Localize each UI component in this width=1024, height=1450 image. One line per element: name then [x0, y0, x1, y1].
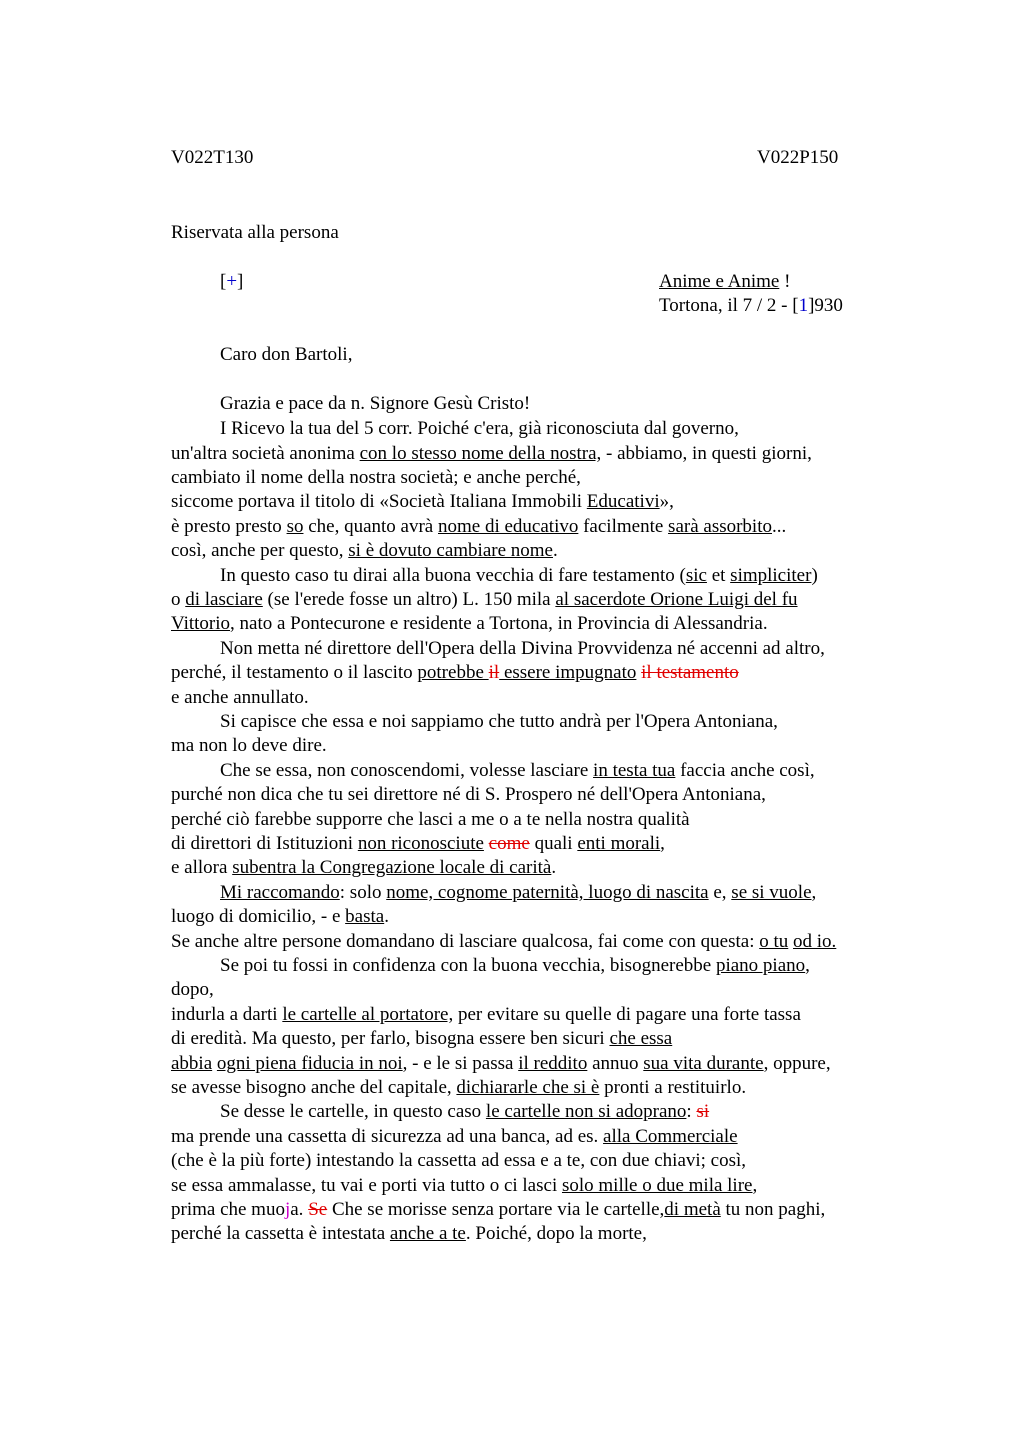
- text-line: cambiato il nome della nostra società; e anche perché,: [171, 467, 581, 488]
- text-line: è presto presto so che, quanto avrà nome di educativo facilmente sarà assorbito...: [171, 516, 787, 537]
- corrected-letter: j: [284, 1199, 291, 1220]
- text-line: purché non dica che tu sei direttore né di S. Prospero né dell'Opera Antoniana,: [171, 784, 766, 805]
- deleted-text: il: [488, 662, 500, 683]
- text-line: se essa ammalasse, tu vai e porti via tutto o ci lasci solo mille o due mila lire,: [171, 1175, 758, 1196]
- document-code-left: V022T130: [171, 147, 254, 168]
- greeting: Grazia e pace da n. Signore Gesù Cristo!: [220, 393, 531, 414]
- text-line: Non metta né direttore dell'Opera della Divina Provvidenza né accenni ad altro,: [220, 638, 825, 659]
- text-line: di direttori di Istituzioni non riconosciute come quali enti morali,: [171, 833, 665, 854]
- text-line: di eredità. Ma questo, per farlo, bisogna essere ben sicuri che essa: [171, 1028, 673, 1049]
- deleted-text: il testamento: [641, 662, 739, 683]
- text-line: dopo,: [171, 979, 214, 1000]
- deleted-text: si: [696, 1101, 710, 1122]
- text-line: perché, il testamento o il lascito potrebbe il essere impugnato il testamento: [171, 662, 739, 683]
- deleted-text: come: [488, 833, 530, 854]
- text-line: perché la cassetta è intestata anche a te. Poiché, dopo la morte,: [171, 1223, 647, 1244]
- text-line: In questo caso tu dirai alla buona vecchia di fare testamento (sic et simpliciter): [220, 565, 818, 586]
- text-line: e allora subentra la Congregazione locale di carità.: [171, 857, 557, 878]
- text-line: perché ciò farebbe supporre che lasci a me o a te nella nostra qualità: [171, 809, 690, 830]
- text-line: siccome portava il titolo di «Società Italiana Immobili Educativi»,: [171, 491, 674, 512]
- text-line: prima che muoja. Se Che se morisse senza portare via le cartelle,di metà tu non paghi,: [171, 1199, 826, 1220]
- cross-mark: [+]: [220, 271, 244, 292]
- document-code-right: V022P150: [757, 147, 839, 168]
- text-line: (che è la più forte) intestando la cassetta ad essa e a te, con due chiavi; così,: [171, 1150, 747, 1171]
- text-line: abbia ogni piena fiducia in noi, - e le si passa il reddito annuo sua vita durante, oppure,: [171, 1053, 831, 1074]
- reserved-note: Riservata alla persona: [171, 222, 339, 243]
- text-line: e anche annullato.: [171, 687, 309, 708]
- dateline: Tortona, il 7 / 2 - [1]930: [659, 295, 843, 316]
- text-line: Se anche altre persone domandano di lasciare qualcosa, fai come con questa: o tu od io.: [171, 931, 837, 952]
- text-line: I Ricevo la tua del 5 corr. Poiché c'era, già riconosciuta dal governo,: [220, 418, 739, 439]
- deleted-text: Se: [308, 1199, 328, 1220]
- text-line: ma non lo deve dire.: [171, 735, 327, 756]
- text-line: o di lasciare (se l'erede fosse un altro) L. 150 mila al sacerdote Orione Luigi del fu: [171, 589, 798, 610]
- text-line: se avesse bisogno anche del capitale, dichiararle che si è pronti a restituirlo.: [171, 1077, 747, 1098]
- text-line: Mi raccomando: solo nome, cognome paternità, luogo di nascita e, se si vuole,: [220, 882, 817, 903]
- text-line: un'altra società anonima con lo stesso nome della nostra, - abbiamo, in questi giorni,: [171, 443, 812, 464]
- text-line: luogo di domicilio, - e basta.: [171, 906, 389, 927]
- text-line: Vittorio, nato a Pontecurone e residente a Tortona, in Provincia di Alessandria.: [171, 613, 768, 634]
- text-line: Se desse le cartelle, in questo caso le cartelle non si adoprano: si: [220, 1101, 710, 1122]
- text-line: Si capisce che essa e noi sappiamo che tutto andrà per l'Opera Antoniana,: [220, 711, 778, 732]
- text-line: così, anche per questo, si è dovuto cambiare nome.: [171, 540, 558, 561]
- text-line: Se poi tu fossi in confidenza con la buona vecchia, bisognerebbe piano piano,: [220, 955, 810, 976]
- salutation: Caro don Bartoli,: [220, 344, 353, 365]
- motto: Anime e Anime !: [659, 271, 791, 292]
- text-line: ma prende una cassetta di sicurezza ad una banca, ad es. alla Commerciale: [171, 1126, 738, 1147]
- text-line: indurla a darti le cartelle al portatore, per evitare su quelle di pagare una forte tassa: [171, 1004, 801, 1025]
- text-line: Che se essa, non conoscendomi, volesse lasciare in testa tua faccia anche così,: [220, 760, 815, 781]
